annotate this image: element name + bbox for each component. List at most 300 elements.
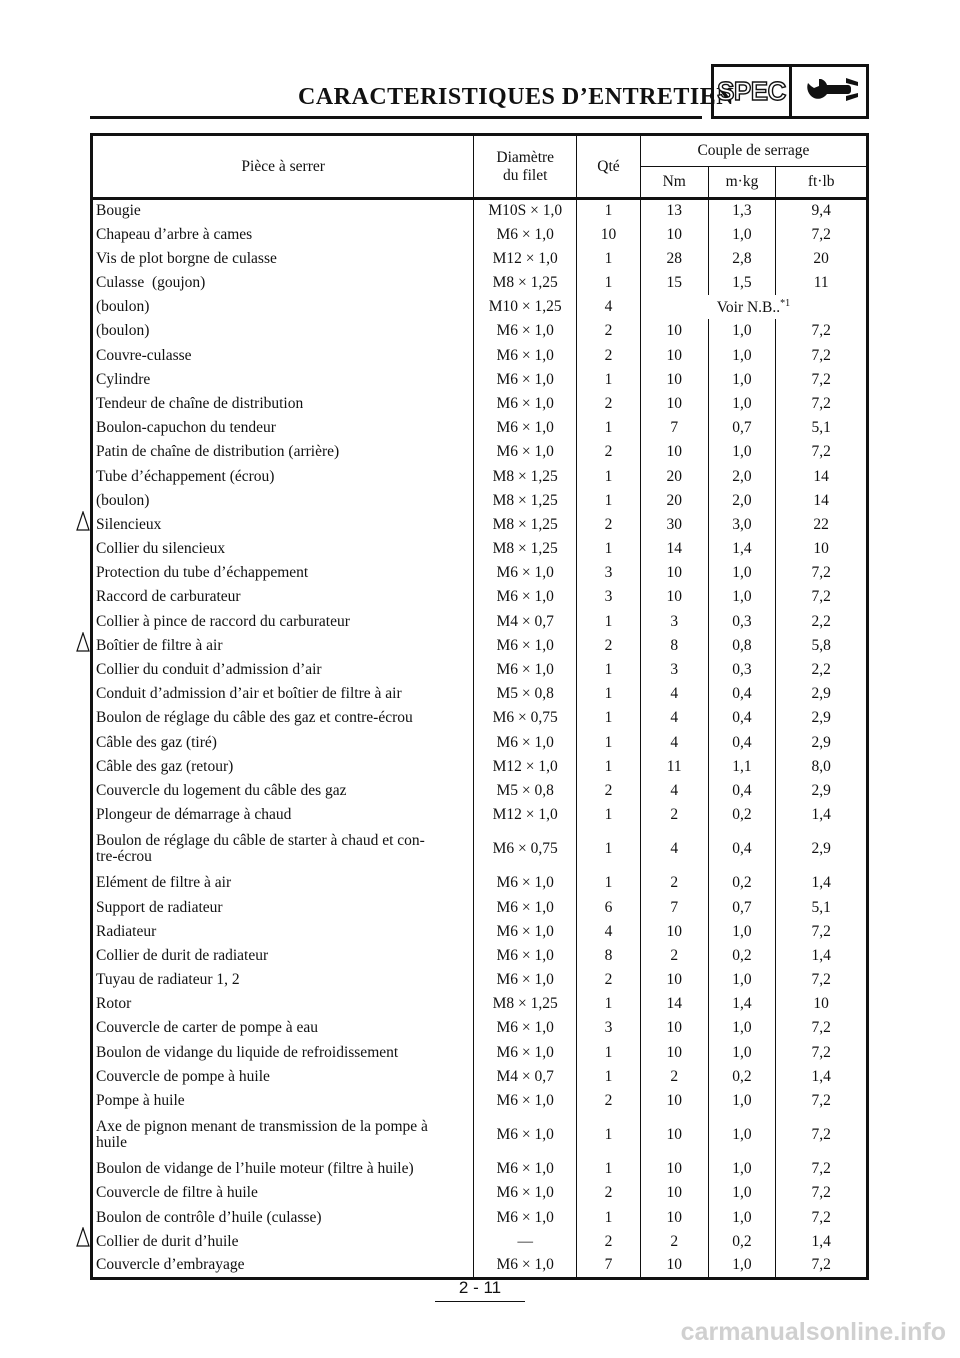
- note-text: Voir N.B..: [716, 298, 781, 316]
- torque-ftlb: 11: [813, 274, 829, 292]
- thread-size: M4 × 0,7: [474, 1065, 577, 1089]
- part-name: Collier de durit d’huile: [92, 1230, 474, 1254]
- thread-size: M6 × 1,0: [474, 1157, 577, 1181]
- part-name: Conduit d’admission d’air et boîtier de filtre à air: [92, 682, 474, 706]
- torque-ftlb: 10: [813, 995, 829, 1013]
- quantity: 1: [577, 537, 641, 561]
- thread-size: —: [474, 1230, 577, 1254]
- torque-ftlb: 5,8: [811, 636, 831, 654]
- quantity: 2: [577, 344, 641, 368]
- table-row: [92, 1089, 868, 1113]
- torque-ftlb: 2,2: [811, 661, 831, 679]
- page-title: CARACTERISTIQUES D’ENTRETIEN: [298, 84, 735, 110]
- spec-badge: [711, 64, 869, 119]
- col-header-nm: Nm: [640, 167, 708, 199]
- torque-ftlb: 7,2: [811, 1256, 831, 1274]
- thread-size: M5 × 0,8: [474, 779, 577, 803]
- part-name: Câble des gaz (retour): [92, 755, 474, 779]
- torque-mkg: 2,8: [708, 247, 776, 271]
- torque-ftlb: 7,2: [811, 588, 831, 606]
- part-name: Collier du silencieux: [92, 537, 474, 561]
- thread-size: M6 × 1,0: [474, 223, 577, 247]
- thread-size: M6 × 1,0: [474, 440, 577, 464]
- torque-ftlb: 2,9: [811, 840, 831, 858]
- quantity: 1: [577, 871, 641, 895]
- table-row: [92, 610, 868, 634]
- part-name: Boîtier de filtre à air: [92, 634, 474, 658]
- torque-ftlb: 7,2: [811, 225, 831, 243]
- quantity: 1: [577, 416, 641, 440]
- table-row: [92, 1157, 868, 1181]
- torque-mkg: 1,4: [708, 992, 776, 1016]
- torque-ftlb: 1,4: [811, 1067, 831, 1085]
- table-row: [92, 561, 868, 585]
- torque-ftlb: 7,2: [811, 971, 831, 989]
- quantity: 1: [577, 271, 641, 295]
- torque-mkg: 1,0: [708, 1089, 776, 1113]
- torque-nm: 4: [640, 706, 708, 730]
- torque-ftlb: 22: [813, 515, 829, 533]
- torque-mkg: 1,0: [708, 1113, 776, 1157]
- part-name: Patin de chaîne de distribution (arrière): [92, 440, 474, 464]
- table-row: [92, 1230, 868, 1254]
- torque-nm: 7: [640, 416, 708, 440]
- torque-nm: 3: [640, 610, 708, 634]
- torque-mkg: 0,4: [708, 731, 776, 755]
- quantity: 2: [577, 392, 641, 416]
- table-row: [92, 1206, 868, 1230]
- torque-ftlb: 2,9: [811, 685, 831, 703]
- torque-mkg: 0,7: [708, 416, 776, 440]
- torque-ftlb: 1,4: [811, 946, 831, 964]
- torque-nm: 2: [640, 803, 708, 827]
- part-name: Couvercle d’embrayage: [92, 1254, 474, 1278]
- thread-size: M6 × 1,0: [474, 319, 577, 343]
- part-name: (boulon): [92, 489, 474, 513]
- thread-size: M8 × 1,25: [474, 513, 577, 537]
- torque-mkg: 1,0: [708, 1254, 776, 1278]
- torque-mkg: 1,4: [708, 537, 776, 561]
- table-row: [92, 295, 868, 319]
- part-name: Cylindre: [92, 368, 474, 392]
- thread-size: M6 × 0,75: [474, 706, 577, 730]
- quantity: 1: [577, 1157, 641, 1181]
- thread-size: M6 × 1,0: [474, 586, 577, 610]
- torque-mkg: 0,4: [708, 827, 776, 871]
- table-row: [92, 871, 868, 895]
- table-row: [92, 634, 868, 658]
- torque-ftlb: 1,4: [811, 1232, 831, 1250]
- header-rule: [90, 116, 702, 119]
- torque-mkg: 1,0: [708, 440, 776, 464]
- quantity: 1: [577, 489, 641, 513]
- torque-table: [90, 133, 869, 1280]
- torque-nm: 10: [640, 344, 708, 368]
- table-row: [92, 1065, 868, 1089]
- thread-size: M8 × 1,25: [474, 271, 577, 295]
- torque-nm: 2: [640, 1230, 708, 1254]
- table-row: [92, 513, 868, 537]
- torque-nm: 3: [640, 658, 708, 682]
- torque-mkg: 1,0: [708, 344, 776, 368]
- part-name-line1: Axe de pignon menant de transmission de la pompe à: [96, 1117, 428, 1135]
- torque-nm: 4: [640, 827, 708, 871]
- torque-nm: 2: [640, 871, 708, 895]
- torque-ftlb: 5,1: [811, 898, 831, 916]
- torque-ftlb: 14: [813, 467, 829, 485]
- torque-mkg: 0,2: [708, 803, 776, 827]
- thread-size: M8 × 1,25: [474, 537, 577, 561]
- torque-nm: 10: [640, 920, 708, 944]
- part-name: Vis de plot borgne de culasse: [92, 247, 474, 271]
- table-row: [92, 416, 868, 440]
- torque-mkg: 1,0: [708, 1206, 776, 1230]
- torque-mkg: 0,2: [708, 944, 776, 968]
- col-header-part: Pièce à serrer: [92, 135, 474, 199]
- torque-ftlb: 7,2: [811, 370, 831, 388]
- table-row: [92, 779, 868, 803]
- torque-nm: 10: [640, 223, 708, 247]
- torque-nm: 4: [640, 779, 708, 803]
- table-row: [92, 199, 868, 223]
- thread-size: M12 × 1,0: [474, 247, 577, 271]
- torque-mkg: 1,0: [708, 1041, 776, 1065]
- part-name: Couvercle de filtre à huile: [92, 1181, 474, 1205]
- part-name-line2: huile: [96, 1134, 127, 1152]
- torque-ftlb: 7,2: [811, 443, 831, 461]
- quantity: 2: [577, 1089, 641, 1113]
- table-row: [92, 1181, 868, 1205]
- thread-size: M6 × 1,0: [474, 1017, 577, 1041]
- torque-mkg: 1,0: [708, 1157, 776, 1181]
- thread-size: M6 × 1,0: [474, 1206, 577, 1230]
- torque-mkg: 1,0: [708, 319, 776, 343]
- part-name: Support de radiateur: [92, 896, 474, 920]
- part-name: Protection du tube d’échappement: [92, 561, 474, 585]
- part-name: Culasse (goujon): [92, 271, 474, 295]
- torque-mkg: 1,0: [708, 1181, 776, 1205]
- table-row: [92, 682, 868, 706]
- part-name: (boulon): [92, 295, 474, 319]
- thread-size: M12 × 1,0: [474, 755, 577, 779]
- table-row: [92, 944, 868, 968]
- warning-triangle-icon: [76, 1227, 90, 1247]
- warning-triangle-icon: [76, 632, 90, 652]
- quantity: 2: [577, 968, 641, 992]
- torque-mkg: 0,7: [708, 896, 776, 920]
- torque-ftlb: 20: [813, 249, 829, 267]
- torque-ftlb: 1,4: [811, 806, 831, 824]
- part-name: (boulon): [92, 319, 474, 343]
- torque-ftlb: 9,4: [811, 202, 831, 220]
- part-name: Couvre-culasse: [92, 344, 474, 368]
- torque-ftlb: 2,2: [811, 612, 831, 630]
- quantity: 1: [577, 465, 641, 489]
- table-row: [92, 440, 868, 464]
- table-row: [92, 731, 868, 755]
- table-row: [92, 465, 868, 489]
- part-name: Boulon de réglage du câble des gaz et contre-écrou: [92, 706, 474, 730]
- torque-nm: 10: [640, 561, 708, 585]
- torque-nm: 10: [640, 1113, 708, 1157]
- table-row: [92, 992, 868, 1016]
- part-name: Pompe à huile: [92, 1089, 474, 1113]
- part-name: Boulon-capuchon du tendeur: [92, 416, 474, 440]
- part-name-line2: tre-écrou: [96, 848, 152, 866]
- quantity: 1: [577, 199, 641, 223]
- footer-rule: [435, 1301, 525, 1302]
- torque-nm: 4: [640, 682, 708, 706]
- note-ref: *1: [780, 297, 791, 309]
- table-row: [92, 271, 868, 295]
- part-name: Câble des gaz (tiré): [92, 731, 474, 755]
- part-name: [92, 827, 474, 871]
- quantity: 1: [577, 658, 641, 682]
- part-name: Plongeur de démarrage à chaud: [92, 803, 474, 827]
- torque-ftlb: 7,2: [811, 1092, 831, 1110]
- torque-nm: 7: [640, 896, 708, 920]
- part-name: Tube d’échappement (écrou): [92, 465, 474, 489]
- thread-size: M6 × 1,0: [474, 1181, 577, 1205]
- thread-size: M5 × 0,8: [474, 682, 577, 706]
- quantity: 2: [577, 1181, 641, 1205]
- torque-mkg: 2,0: [708, 465, 776, 489]
- table-row: [92, 586, 868, 610]
- torque-nm: 2: [640, 944, 708, 968]
- part-name: Couvercle de pompe à huile: [92, 1065, 474, 1089]
- table-row: [92, 392, 868, 416]
- torque-nm: 2: [640, 1065, 708, 1089]
- torque-mkg: 0,2: [708, 1230, 776, 1254]
- thread-size: M6 × 1,0: [474, 968, 577, 992]
- thread-size: M6 × 1,0: [474, 1041, 577, 1065]
- quantity: 1: [577, 610, 641, 634]
- quantity: 2: [577, 779, 641, 803]
- torque-nm: 4: [640, 731, 708, 755]
- torque-nm: 14: [640, 992, 708, 1016]
- table-row: [92, 920, 868, 944]
- torque-ftlb: 7,2: [811, 1019, 831, 1037]
- torque-nm: 10: [640, 1181, 708, 1205]
- table-row: [92, 755, 868, 779]
- torque-mkg: 1,0: [708, 968, 776, 992]
- torque-ftlb: 7,2: [811, 346, 831, 364]
- torque-nm: 10: [640, 1254, 708, 1278]
- part-name: Boulon de vidange du liquide de refroidissement: [92, 1041, 474, 1065]
- torque-nm: 10: [640, 1017, 708, 1041]
- torque-nm: 10: [640, 1089, 708, 1113]
- table-row: [92, 827, 868, 871]
- thread-size: M6 × 1,0: [474, 1089, 577, 1113]
- torque-mkg: 1,0: [708, 392, 776, 416]
- quantity: 1: [577, 1041, 641, 1065]
- quantity: 10: [577, 223, 641, 247]
- quantity: 1: [577, 706, 641, 730]
- part-name: Elément de filtre à air: [92, 871, 474, 895]
- torque-mkg: 0,4: [708, 779, 776, 803]
- part-name: Boulon de vidange de l’huile moteur (filtre à huile): [92, 1157, 474, 1181]
- table-row: [92, 1041, 868, 1065]
- col-header-torque: Couple de serrage: [697, 142, 810, 160]
- quantity: 3: [577, 561, 641, 585]
- thread-size: M8 × 1,25: [474, 489, 577, 513]
- torque-ftlb: 14: [813, 491, 829, 509]
- col-header-ftlb: ft·lb: [776, 167, 868, 199]
- table-row: [92, 1017, 868, 1041]
- torque-nm: 30: [640, 513, 708, 537]
- torque-mkg: 0,2: [708, 1065, 776, 1089]
- torque-nm: 10: [640, 392, 708, 416]
- thread-size: M6 × 1,0: [474, 944, 577, 968]
- table-row: [92, 803, 868, 827]
- torque-mkg: 1,0: [708, 586, 776, 610]
- torque-ftlb: 7,2: [811, 922, 831, 940]
- table-row: [92, 1113, 868, 1157]
- table-row: [92, 368, 868, 392]
- torque-ftlb: 8,0: [811, 757, 831, 775]
- table-row: [92, 658, 868, 682]
- quantity: 2: [577, 1230, 641, 1254]
- table-row: [92, 223, 868, 247]
- torque-nm: 14: [640, 537, 708, 561]
- quantity: 3: [577, 1017, 641, 1041]
- part-name: Couvercle du logement du câble des gaz: [92, 779, 474, 803]
- torque-nm: 13: [640, 199, 708, 223]
- col-header-thread: [474, 135, 577, 199]
- spec-label-cell: [714, 67, 792, 116]
- part-name: Bougie: [92, 199, 474, 223]
- torque-nm: 10: [640, 1206, 708, 1230]
- quantity: 2: [577, 319, 641, 343]
- thread-size: M6 × 1,0: [474, 1254, 577, 1278]
- thread-size: M6 × 0,75: [474, 827, 577, 871]
- quantity: 2: [577, 513, 641, 537]
- torque-mkg: 1,0: [708, 223, 776, 247]
- torque-nm: 10: [640, 368, 708, 392]
- quantity: 8: [577, 944, 641, 968]
- table-row: [92, 489, 868, 513]
- torque-nm: 10: [640, 968, 708, 992]
- quantity: 6: [577, 896, 641, 920]
- torque-ftlb: 5,1: [811, 419, 831, 437]
- page-number: 2 - 11: [458, 1278, 502, 1297]
- thread-size: M8 × 1,25: [474, 465, 577, 489]
- torque-ftlb: 7,2: [811, 322, 831, 340]
- thread-size: M6 × 1,0: [474, 368, 577, 392]
- torque-mkg: 0,8: [708, 634, 776, 658]
- warning-triangle-icon: [76, 511, 90, 531]
- spec-label: SPEC: [717, 76, 786, 106]
- torque-nm: 20: [640, 465, 708, 489]
- torque-mkg: 1,5: [708, 271, 776, 295]
- torque-mkg: 0,3: [708, 658, 776, 682]
- thread-size: M6 × 1,0: [474, 416, 577, 440]
- watermark: carmanualsonline.info: [680, 1318, 946, 1346]
- torque-mkg: 0,3: [708, 610, 776, 634]
- part-name: Couvercle de carter de pompe à eau: [92, 1017, 474, 1041]
- part-name: Collier à pince de raccord du carburateur: [92, 610, 474, 634]
- torque-ftlb: 7,2: [811, 1208, 831, 1226]
- torque-ftlb: 2,9: [811, 733, 831, 751]
- torque-mkg: 0,2: [708, 871, 776, 895]
- quantity: 1: [577, 368, 641, 392]
- part-name: Raccord de carburateur: [92, 586, 474, 610]
- torque-nm: 15: [640, 271, 708, 295]
- torque-mkg: 3,0: [708, 513, 776, 537]
- torque-nm: 20: [640, 489, 708, 513]
- quantity: 4: [577, 295, 641, 319]
- thread-size: M6 × 1,0: [474, 731, 577, 755]
- quantity: 4: [577, 920, 641, 944]
- thread-size: M6 × 1,0: [474, 1113, 577, 1157]
- part-name-line1: Boulon de réglage du câble de starter à chaud et con-: [96, 832, 425, 850]
- torque-nm: 10: [640, 440, 708, 464]
- torque-ftlb: 7,2: [811, 1126, 831, 1144]
- table-row: [92, 319, 868, 343]
- part-name: Collier du conduit d’admission d’air: [92, 658, 474, 682]
- quantity: 1: [577, 682, 641, 706]
- thread-size: M4 × 0,7: [474, 610, 577, 634]
- quantity: 7: [577, 1254, 641, 1278]
- torque-mkg: 1,0: [708, 920, 776, 944]
- part-name: Boulon de contrôle d’huile (culasse): [92, 1206, 474, 1230]
- quantity: 1: [577, 731, 641, 755]
- thread-header-text: Diamètre du filet: [496, 149, 555, 184]
- table-row: [92, 706, 868, 730]
- torque-ftlb: 2,9: [811, 709, 831, 727]
- part-name: [92, 1113, 474, 1157]
- part-name: Tendeur de chaîne de distribution: [92, 392, 474, 416]
- torque-mkg: 0,4: [708, 682, 776, 706]
- torque-nm: 28: [640, 247, 708, 271]
- thread-size: M6 × 1,0: [474, 920, 577, 944]
- torque-ftlb: 10: [813, 540, 829, 558]
- part-name: Silencieux: [92, 513, 474, 537]
- thread-size: M6 × 1,0: [474, 658, 577, 682]
- thread-size: M10S × 1,0: [474, 199, 577, 223]
- quantity: 1: [577, 755, 641, 779]
- quantity: 1: [577, 827, 641, 871]
- torque-ftlb: 7,2: [811, 564, 831, 582]
- torque-ftlb: 7,2: [811, 1184, 831, 1202]
- table-row: [92, 247, 868, 271]
- part-name: Chapeau d’arbre à cames: [92, 223, 474, 247]
- quantity: 1: [577, 247, 641, 271]
- thread-size: M6 × 1,0: [474, 392, 577, 416]
- part-name: Collier de durit de radiateur: [92, 944, 474, 968]
- part-name: Rotor: [92, 992, 474, 1016]
- torque-mkg: 1,0: [708, 1017, 776, 1041]
- table-row: [92, 537, 868, 561]
- table-row: [92, 344, 868, 368]
- torque-mkg: 1,1: [708, 755, 776, 779]
- part-name: Tuyau de radiateur 1, 2: [92, 968, 474, 992]
- torque-ftlb: 2,9: [811, 781, 831, 799]
- quantity: 3: [577, 586, 641, 610]
- torque-nm: 10: [640, 586, 708, 610]
- wrench-icon: [795, 67, 866, 116]
- torque-nm: 11: [640, 755, 708, 779]
- quantity: 2: [577, 440, 641, 464]
- quantity: 1: [577, 1113, 641, 1157]
- thread-size: M6 × 1,0: [474, 896, 577, 920]
- torque-nm: 8: [640, 634, 708, 658]
- torque-ftlb: 1,4: [811, 874, 831, 892]
- table-row: [92, 968, 868, 992]
- torque-ftlb: 7,2: [811, 394, 831, 412]
- thread-size: M8 × 1,25: [474, 992, 577, 1016]
- torque-mkg: 2,0: [708, 489, 776, 513]
